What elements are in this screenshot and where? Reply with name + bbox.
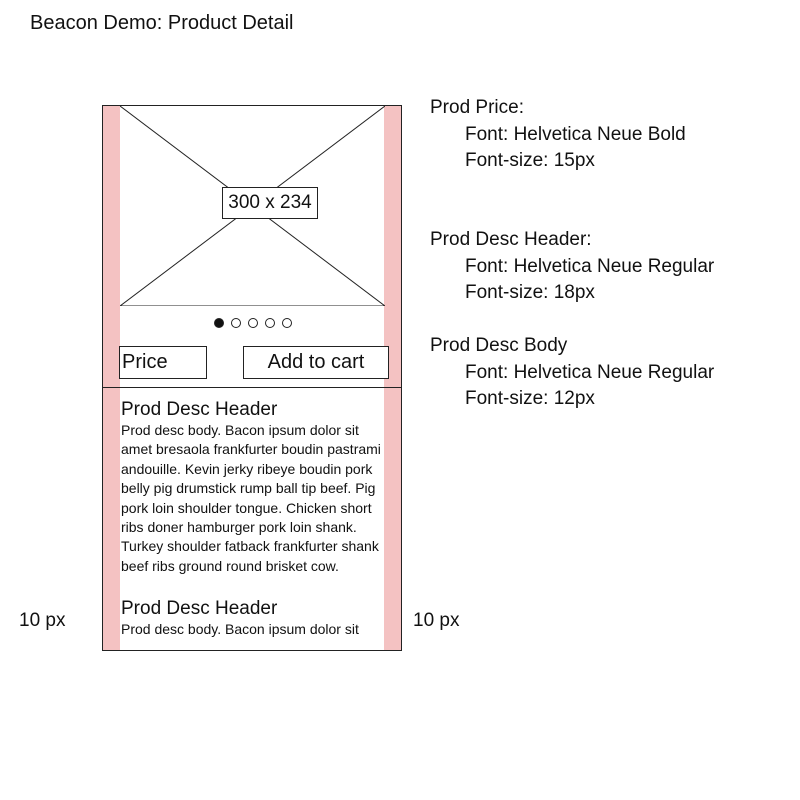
page-title: Beacon Demo: Product Detail xyxy=(30,12,294,34)
section-divider xyxy=(103,387,401,388)
carousel-dot[interactable] xyxy=(282,318,292,328)
price-label: Price xyxy=(119,346,207,379)
spec-prod-desc-header xyxy=(430,227,714,307)
spec-prod-price xyxy=(430,95,686,175)
left-margin-label: 10 px xyxy=(19,610,66,631)
add-to-cart-button[interactable]: Add to cart xyxy=(243,346,389,379)
carousel-dots xyxy=(214,318,292,328)
phone-wireframe xyxy=(102,105,402,651)
right-margin-label: 10 px xyxy=(413,610,460,631)
prod-desc-body: Prod desc body. Bacon ipsum dolor sit amet bresaola frankfurter boudin pastrami andouille. Kevin jerky ribeye boudin pork belly pig drumstick rump ball tip beef. Pig pork loin shoulder tongue. Chicken short ribs doner hamburger pork loin shank. Turkey shoulder fatback frankfurter shank beef ribs ground round brisket cow. xyxy=(121,422,381,574)
prod-desc-body: Prod desc body. Bacon ipsum dolor sit xyxy=(121,621,359,637)
product-image-placeholder[interactable] xyxy=(120,106,385,306)
spec-font-size: Font-size: 15px xyxy=(465,150,595,171)
spec-font: Font: Helvetica Neue Bold xyxy=(465,123,686,145)
carousel-dot[interactable] xyxy=(248,318,258,328)
carousel-dot[interactable] xyxy=(214,318,224,328)
image-size-label: 300 x 234 xyxy=(222,187,318,219)
spec-name: Prod Desc Header: xyxy=(430,229,592,250)
spec-prod-desc-body xyxy=(430,333,714,413)
prod-desc-header: Prod Desc Header xyxy=(121,598,278,619)
spec-font: Font: Helvetica Neue Regular xyxy=(465,255,715,277)
spec-font: Font: Helvetica Neue Regular xyxy=(465,361,715,383)
left-margin-guide xyxy=(103,106,120,650)
carousel-dot[interactable] xyxy=(231,318,241,328)
spec-name: Prod Desc Body xyxy=(430,335,568,356)
prod-desc-header: Prod Desc Header xyxy=(121,399,278,420)
spec-font-size: Font-size: 12px xyxy=(465,388,595,409)
spec-name: Prod Price: xyxy=(430,97,524,118)
spec-font-size: Font-size: 18px xyxy=(465,282,595,303)
carousel-dot[interactable] xyxy=(265,318,275,328)
